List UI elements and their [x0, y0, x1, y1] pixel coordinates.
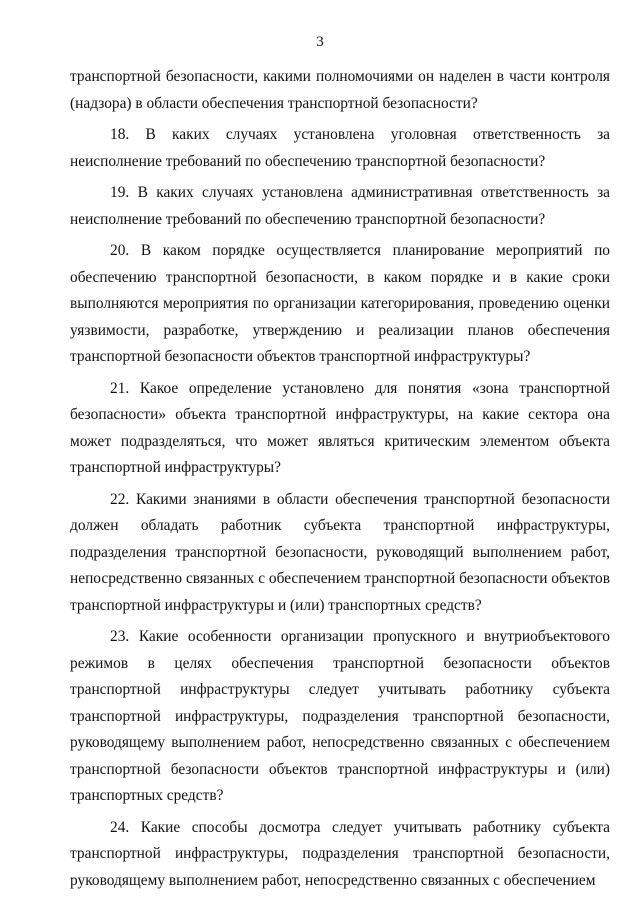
page-number: 3 [316, 34, 324, 50]
paragraph-question-22: 22. Какими знаниями в области обеспечения транспортной безопасности должен обладать работник субъекта транспортной инфраструктуры, подразделения транспортной безопасности, руководящий выполнением работ, непосредственно связанных с обеспечением транспортной безопасности объектов транспортной инфраструктуры и (или) транспортных средств? [70, 490, 610, 614]
paragraph-question-21: 21. Какое определение установлено для понятия «зона транспортной безопасности» объекта транспортной инфраструктуры, на какие сектора она может подразделяться, что может являться критическим элементом объекта транспортной инфраструктуры? [70, 379, 610, 476]
paragraph-continuation: транспортной безопасности, какими полномочиями он наделен в части контроля (надзора) в области обеспечения транспортной безопасности? [70, 68, 610, 112]
paragraph-question-19: 19. В каких случаях установлена административная ответственность за неисполнение требований по обеспечению транспортной безопасности? [70, 184, 610, 228]
paragraph-question-24: 24. Какие способы досмотра следует учитывать работнику субъекта транспортной инфраструктуры, подразделения транспортной безопасности, руководящему выполнением работ, непосредственно связанных с обеспечением [70, 818, 610, 889]
document-body [70, 64, 610, 899]
paragraph-question-18: 18. В каких случаях установлена уголовная ответственность за неисполнение требований по обеспечению транспортной безопасности? [70, 126, 610, 170]
paragraph-question-23: 23. Какие особенности организации пропускного и внутриобъектового режимов в целях обеспечения транспортной безопасности объектов транспортной инфраструктуры следует учитывать работнику субъекта транспортной инфраструктуры, подразделения транспортной безопасности, руководящему выполнением работ, непосредственно связанных с обеспечением транспортной безопасности объектов транспортной инфраструктуры и (или) транспортных средств? [70, 628, 610, 804]
paragraph-question-20: 20. В каком порядке осуществляется планирование мероприятий по обеспечению транспортной безопасности, в каком порядке и в какие сроки выполняются мероприятия по организации категорирования, проведению оценки уязвимости, разработке, утверждению и реализации планов обеспечения транспортной безопасности объектов транспортной инфраструктуры? [70, 242, 610, 365]
